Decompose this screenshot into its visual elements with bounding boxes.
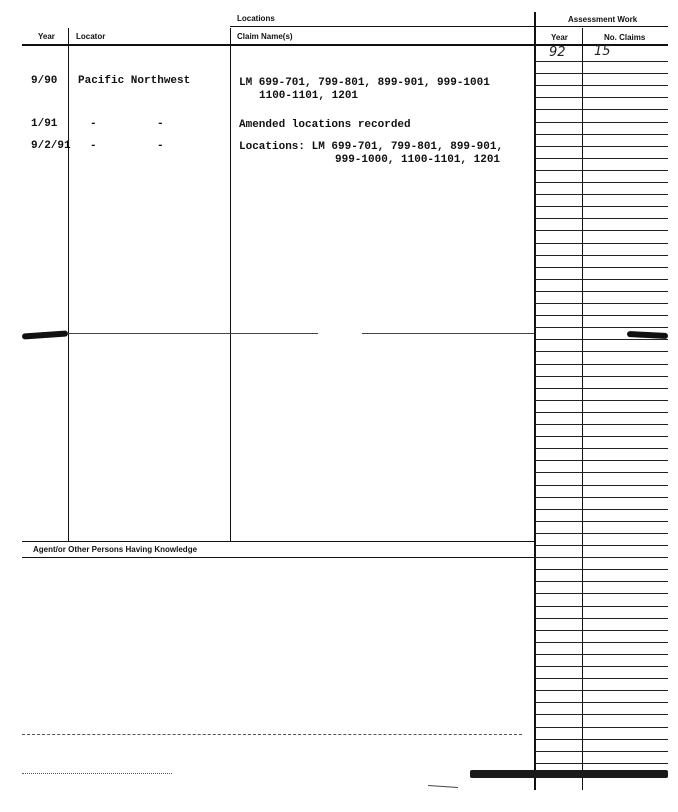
bottom-dashed-rule — [22, 734, 522, 735]
assessment-ruled-line — [535, 690, 668, 691]
locations-bottom-rule — [22, 541, 535, 542]
col-header-aw-claims: No. Claims — [604, 33, 646, 42]
assessment-ruled-line — [535, 97, 668, 98]
divider-aw-year-claims — [582, 28, 583, 790]
fold-line-right — [362, 333, 534, 334]
assessment-ruled-line — [535, 714, 668, 715]
assessment-ruled-line — [535, 109, 668, 110]
assessment-ruled-line — [535, 533, 668, 534]
row-2-locator-ditto-a: - — [90, 118, 97, 130]
assessment-ruled-line — [535, 364, 668, 365]
fold-mark-right — [627, 331, 668, 339]
row-1-locator: Pacific Northwest — [78, 75, 191, 87]
assessment-ruled-line — [535, 158, 668, 159]
assessment-ruled-line — [535, 182, 668, 183]
header-top-rule — [230, 26, 668, 27]
assessment-ruled-line — [535, 327, 668, 328]
assessment-ruled-line — [535, 678, 668, 679]
assessment-ruled-line — [535, 545, 668, 546]
row-3-claims-line-2: 999-1000, 1100-1101, 1201 — [335, 154, 501, 166]
assessment-ruled-line — [535, 351, 668, 352]
divider-claims-assessment — [534, 12, 536, 790]
col-header-locator: Locator — [76, 32, 106, 41]
assessment-ruled-line — [535, 727, 668, 728]
assessment-ruled-line — [535, 739, 668, 740]
assessment-ruled-line — [535, 569, 668, 570]
assessment-ruled-line — [535, 618, 668, 619]
header-bottom-rule — [22, 44, 668, 46]
agent-header-rule — [22, 557, 535, 558]
assessment-ruled-line — [535, 303, 668, 304]
assessment-ruled-line — [535, 521, 668, 522]
assessment-ruled-line — [535, 206, 668, 207]
bottom-edge-scratch — [428, 785, 458, 788]
assessment-ruled-line — [535, 763, 668, 764]
assessment-ruled-line — [535, 400, 668, 401]
assessment-ruled-line — [535, 279, 668, 280]
assessment-ruled-line — [535, 230, 668, 231]
assessment-ruled-line — [535, 751, 668, 752]
assessment-ruled-line — [535, 73, 668, 74]
assessment-ruled-line — [535, 315, 668, 316]
fold-mark-left — [22, 330, 68, 339]
assessment-work-title: Assessment Work — [568, 15, 638, 24]
assessment-ruled-line — [535, 654, 668, 655]
assessment-ruled-line — [535, 424, 668, 425]
assessment-ruled-line — [535, 412, 668, 413]
assessment-ruled-line — [535, 339, 668, 340]
row-3-claims-line-1: Locations: LM 699-701, 799-801, 899-901, — [239, 141, 504, 153]
locations-title: Locations — [237, 14, 275, 23]
assessment-ruled-line — [535, 61, 668, 62]
divider-year-locator — [68, 28, 69, 541]
assessment-ruled-line — [535, 146, 668, 147]
row-3-locator-ditto-b: - — [157, 140, 164, 152]
assessment-ruled-line — [535, 170, 668, 171]
assessment-ruled-line — [535, 255, 668, 256]
assessment-ruled-line — [535, 509, 668, 510]
assessment-ruled-line — [535, 85, 668, 86]
assessment-ruled-line — [535, 218, 668, 219]
row-2-locator-ditto-b: - — [157, 118, 164, 130]
assessment-ruled-line — [535, 460, 668, 461]
fold-line-left — [68, 333, 318, 334]
assessment-ruled-line — [535, 630, 668, 631]
assessment-ruled-line — [535, 702, 668, 703]
row-3-year: 9/2/91 — [31, 140, 71, 152]
assessment-ruled-line — [535, 606, 668, 607]
assessment-ruled-line — [535, 291, 668, 292]
assessment-ruled-line — [535, 267, 668, 268]
assessment-ruled-line — [535, 436, 668, 437]
col-header-aw-year: Year — [551, 33, 568, 42]
assessment-ruled-line — [535, 472, 668, 473]
assessment-ruled-line — [535, 122, 668, 123]
assessment-ruled-line — [535, 134, 668, 135]
assessment-ruled-line — [535, 485, 668, 486]
assessment-ruled-line — [535, 448, 668, 449]
assessment-ruled-line — [535, 581, 668, 582]
col-header-year: Year — [38, 32, 55, 41]
assessment-ruled-line — [535, 593, 668, 594]
assessment-ruled-line — [535, 243, 668, 244]
assessment-ruled-line — [535, 376, 668, 377]
row-3-locator-ditto-a: - — [90, 140, 97, 152]
row-2-claims: Amended locations recorded — [239, 119, 411, 131]
row-2-year: 1/91 — [31, 118, 58, 130]
bottom-dotted-rule — [22, 773, 172, 774]
bottom-scan-shadow — [470, 770, 668, 778]
agent-section-title: Agent/or Other Persons Having Knowledge — [33, 545, 198, 554]
row-1-year: 9/90 — [31, 75, 58, 87]
row-1-claims-line-2: 1100-1101, 1201 — [259, 90, 359, 102]
assessment-ruled-line — [535, 194, 668, 195]
assessment-ruled-line — [535, 557, 668, 558]
assessment-ruled-line — [535, 497, 668, 498]
assessment-ruled-line — [535, 642, 668, 643]
assessment-ruled-line — [535, 666, 668, 667]
divider-locator-claims — [230, 28, 231, 541]
assessment-year-entry: 92 — [549, 45, 566, 60]
assessment-ruled-line — [535, 388, 668, 389]
assessment-claims-entry: 15 — [594, 44, 611, 59]
row-1-claims-line-1: LM 699-701, 799-801, 899-901, 999-1001 — [239, 77, 490, 89]
col-header-claim-names: Claim Name(s) — [237, 32, 293, 41]
